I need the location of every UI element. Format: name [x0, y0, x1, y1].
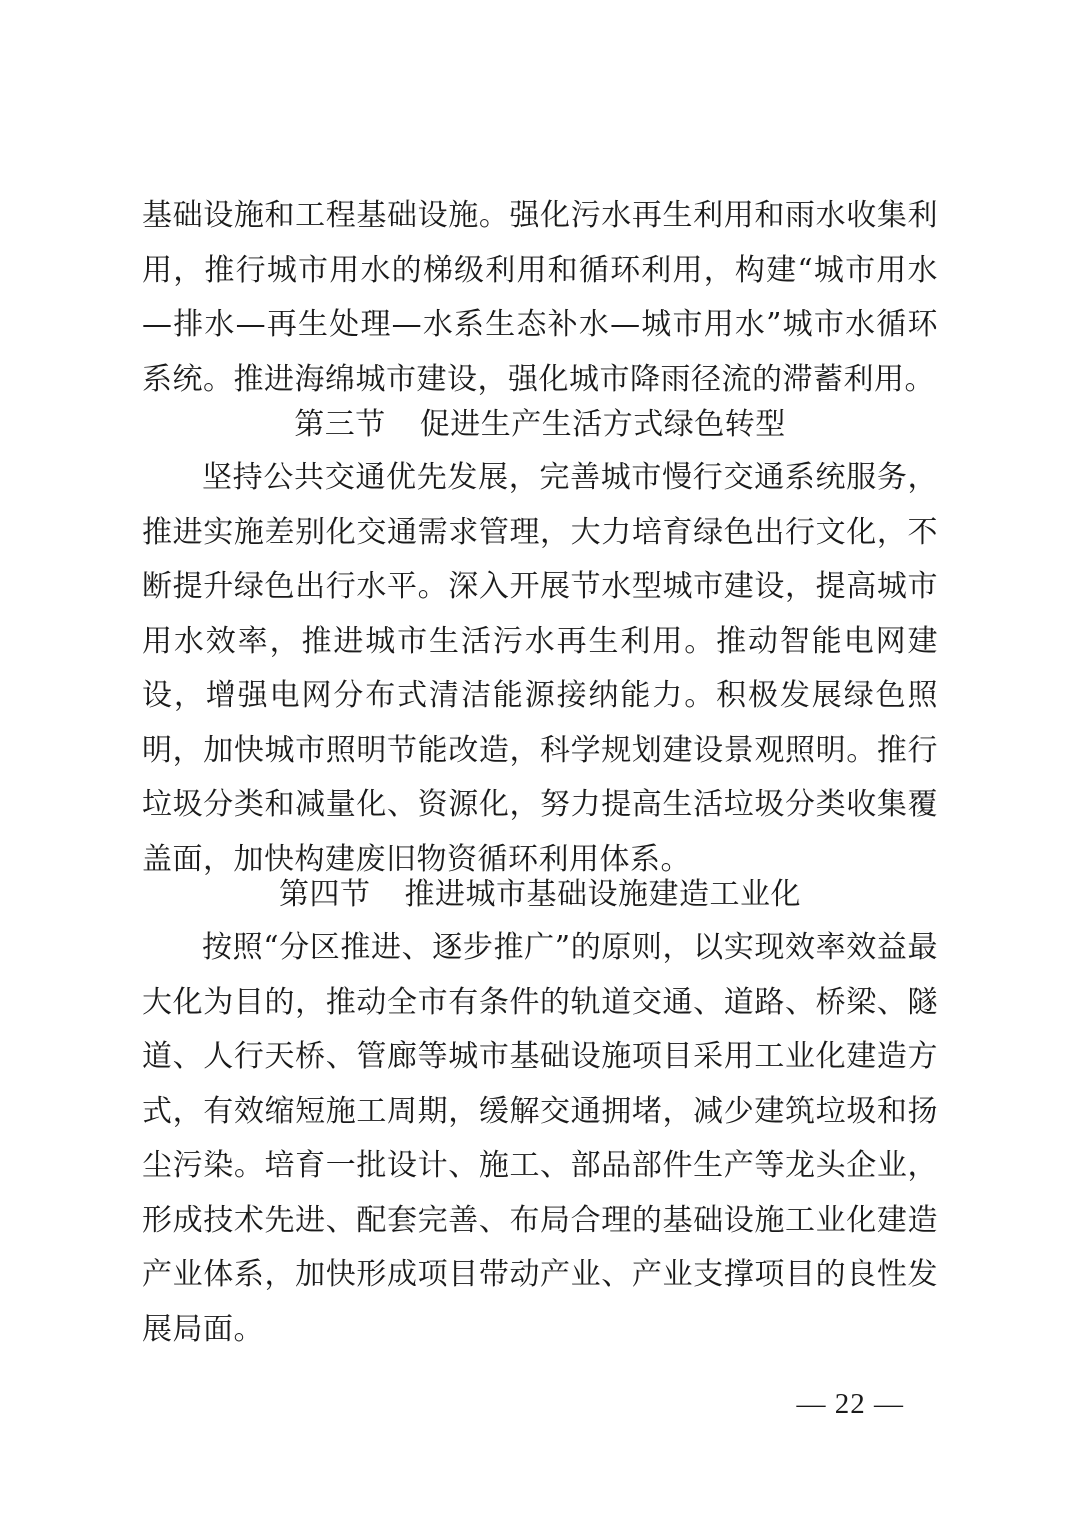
section-title: 推进城市基础设施建造工业化: [404, 877, 801, 912]
paragraph-industrialized-construction: 按照“分区推进、逐步推广”的原则，以实现效率效益最大化为目的，推动全市有条件的轨道交通、道路、桥梁、隧道、人行天桥、管廊等城市基础设施项目采用工业化建造方式，有效缩短施工周期，缓解交通拥堵，减少建筑垃圾和扬尘污染。培育一批设计、施工、部品部件生产等龙头企业，形成技术先进、配套完善、布局合理的基础设施工业化建造产业体系，加快形成项目带动产业、产业支撑项目的良性发展局面。: [142, 930, 938, 1347]
section-number: 第四节: [279, 877, 371, 912]
paragraph-green-lifestyle: 坚持公共交通优先发展，完善城市慢行交通系统服务，推进实施差别化交通需求管理，大力培育绿色出行文化，不断提升绿色出行水平。深入开展节水型城市建设，提高城市用水效率，推进城市生活污水再生利用。推动智能电网建设，增强电网分布式清洁能源接纳能力。积极发展绿色照明，加快城市照明节能改造，科学规划建设景观照明。推行垃圾分类和减量化、资源化，努力提高生活垃圾分类收集覆盖面，加快构建废旧物资循环利用体系。: [142, 460, 938, 877]
section-number: 第三节: [294, 407, 386, 442]
section-heading-3: [142, 398, 938, 452]
section-title: 促进生产生活方式绿色转型: [419, 407, 786, 442]
section-heading-4: [142, 868, 938, 922]
paragraph-infrastructure-water: 基础设施和工程基础设施。强化污水再生利用和雨水收集利用，推行城市用水的梯级利用和循环利用，构建“城市用水—排水—再生处理—水系生态补水—城市用水”城市水循环系统。推进海绵城市建设，强化城市降雨径流的滞蓄利用。: [142, 198, 938, 397]
page-number: — 22 —: [796, 1388, 904, 1420]
